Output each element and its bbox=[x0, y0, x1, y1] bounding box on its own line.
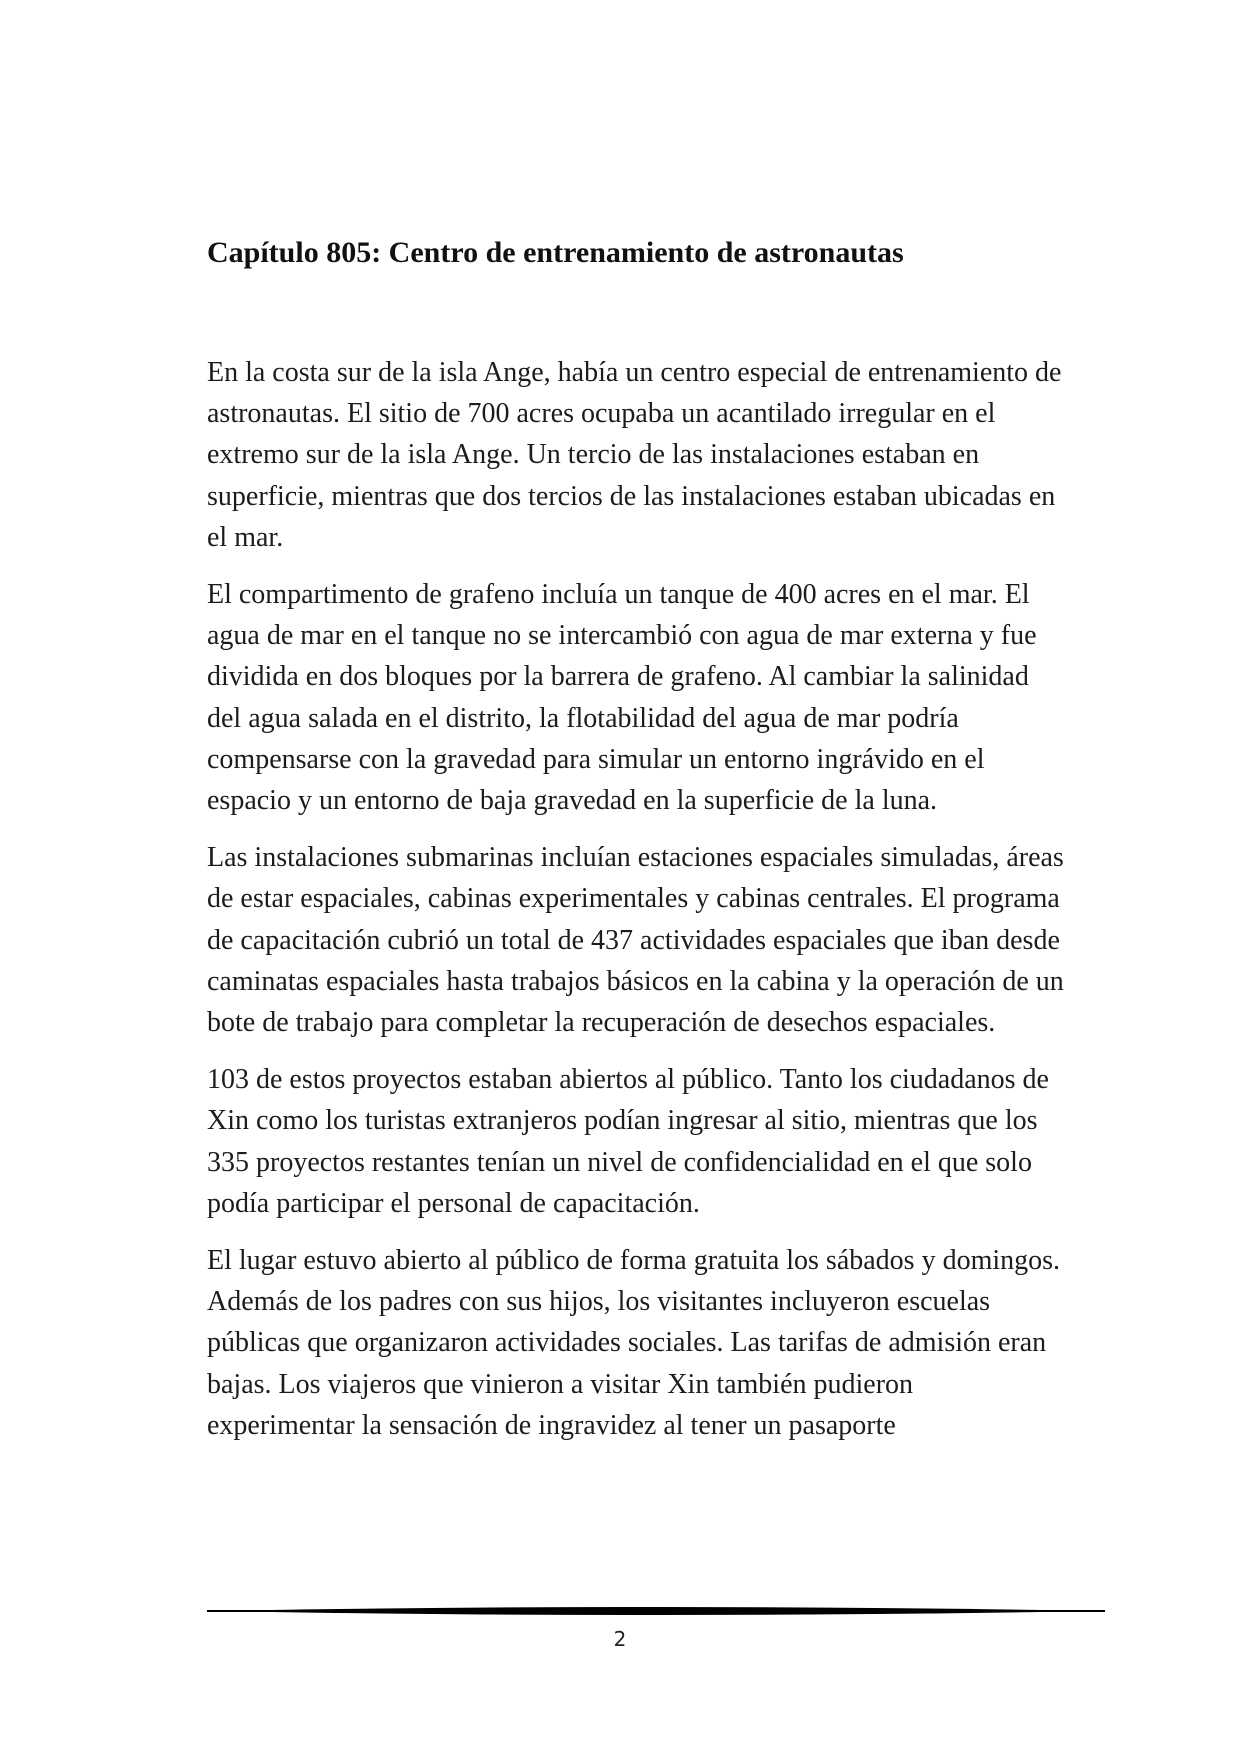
footer-divider bbox=[207, 1604, 1105, 1618]
paragraph: El compartimento de grafeno incluía un tanque de 400 acres en el mar. El agua de mar en el tanque no se intercambió con agua de mar externa y fue dividida en dos bloques por la barrera de grafeno. Al cambiar la salinidad del agua salada en el distrito, la flotabilidad del agua de mar podría compensarse con la gravedad para simular un entorno ingrávido en el espacio y un entorno de baja gravedad en la superficie de la luna. bbox=[207, 579, 1037, 817]
page-number: 2 bbox=[613, 1627, 627, 1651]
body-text bbox=[207, 352, 1067, 1462]
paragraph: En la costa sur de la isla Ange, había un centro especial de entrenamiento de astronautas. El sitio de 700 acres ocupaba un acantilado irregular en el extremo sur de la isla Ange. Un tercio de las instalaciones estaban en superficie, mientras que dos tercios de las instalaciones estaban ubicadas en el mar. bbox=[207, 357, 1062, 553]
paragraph: El lugar estuvo abierto al público de forma gratuita los sábados y domingos. Además de los padres con sus hijos, los visitantes incluyeron escuelas públicas que organizaron actividades sociales. Las tarifas de admisión eran bajas. Los viajeros que vinieron a visitar Xin también pudieron experimentar la sensación de ingravidez al tener un pasaporte bbox=[207, 1245, 1061, 1441]
paragraph: 103 de estos proyectos estaban abiertos al público. Tanto los ciudadanos de Xin como los turistas extranjeros podían ingresar al sitio, mientras que los 335 proyectos restantes tenían un nivel de confidencialidad en el que solo podía participar el personal de capacitación. bbox=[207, 1064, 1049, 1219]
chapter-title: Capítulo 805: Centro de entrenamiento de astronautas bbox=[207, 236, 904, 269]
paragraph: Las instalaciones submarinas incluían estaciones espaciales simuladas, áreas de estar espaciales, cabinas experimentales y cabinas centrales. El programa de capacitación cubrió un total de 437 actividades espaciales que iban desde caminatas espaciales hasta trabajos básicos en la cabina y la operación de un bote de trabajo para completar la recuperación de desechos espaciales. bbox=[207, 842, 1064, 1039]
